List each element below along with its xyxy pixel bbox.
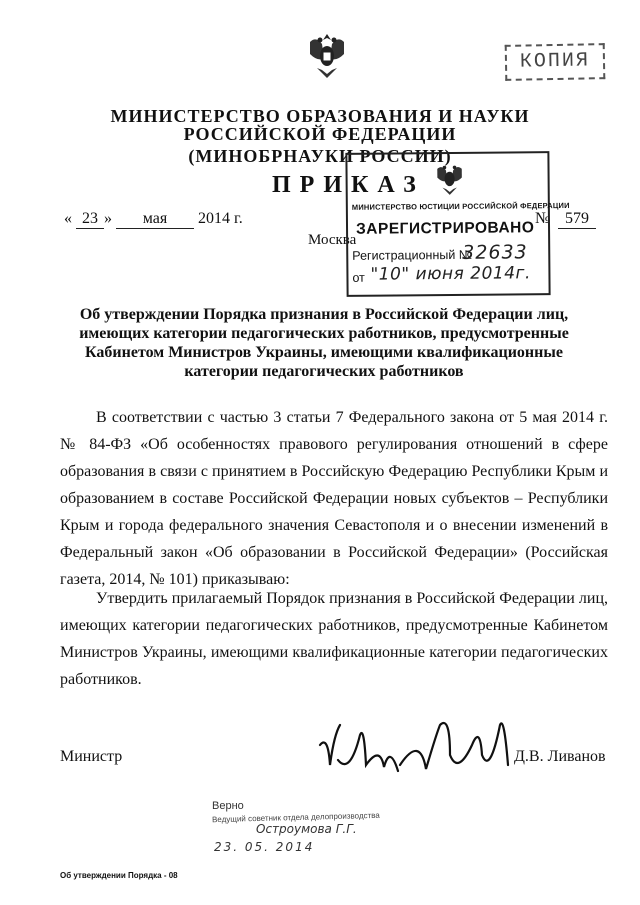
date-close-quote: »	[104, 210, 112, 227]
order-year: 2014 г.	[198, 210, 243, 227]
ministry-name-line2: РОССИЙСКОЙ ФЕДЕРАЦИИ	[183, 124, 457, 144]
justice-emblem-icon	[431, 158, 467, 200]
order-subject: Об утверждении Порядка признания в Российской Федерации лиц, имеющих категории педагогических работников, предусмотренные Кабинетом Министров Украины, имеющими квалификационные категории педагогических работников	[79, 306, 569, 380]
certification-signature: Остроумова Г.Г.	[256, 822, 357, 836]
certification-position: Ведущий советник отдела делопроизводства	[211, 810, 380, 825]
order-number: 579	[558, 210, 596, 229]
registration-status: ЗАРЕГИСТРИРОВАНО	[355, 219, 535, 238]
certification-date: 23. 05. 2014	[214, 840, 315, 854]
registration-number: 32633	[462, 241, 528, 264]
registration-department: МИНИСТЕРСТВО ЮСТИЦИИ РОССИЙСКОЙ ФЕДЕРАЦИИ	[351, 200, 570, 212]
body-paragraph-2: Утвердить прилагаемый Порядок признания в Российской Федерации лиц, имеющих категории педагогических работников, предусмотренные Кабинетом Министров Украины, имеющими квалификационные категории педагогических работников.	[60, 590, 608, 688]
copy-stamp: КОПИЯ	[505, 43, 606, 81]
state-emblem-icon	[302, 28, 352, 84]
signatory-title: Министр	[60, 748, 123, 765]
signatory-name: Д.В. Ливанов	[514, 748, 606, 765]
ministry-name-line1: МИНИСТЕРСТВО ОБРАЗОВАНИЯ И НАУКИ	[110, 106, 530, 126]
order-date	[64, 210, 243, 229]
certification-verno: Верно	[212, 800, 244, 812]
registration-stamp	[345, 151, 570, 297]
body-paragraph-1: В соответствии с частью 3 статьи 7 Федерального закона от 5 мая 2014 г. № 84-ФЗ «Об особенностях правового регулирования отношений в сфере образования в связи с принятием в Российскую Федерацию Республики Крым и образованием в составе Российской Федерации новых субъектов – Республики Крым и города федерального значения Севастополя и о внесении изменений в Федеральный закон «Об образовании в Российской Федерации» (Российская газета, 2014, № 101) приказываю:	[60, 409, 608, 588]
order-city: Москва	[308, 232, 357, 248]
registration-number-label: Регистрационный №	[352, 247, 473, 263]
ministry-abbreviation: (МИНОБРНАУКИ РОССИИ)	[188, 146, 452, 166]
order-month: мая	[116, 210, 194, 229]
date-open-quote: «	[64, 210, 72, 227]
minister-signature	[300, 705, 530, 795]
registration-date-label: от	[352, 270, 365, 285]
order-title: ПРИКАЗ	[272, 172, 425, 198]
order-number-sign: №	[535, 210, 551, 227]
order-day: 23	[76, 210, 104, 229]
document-footer: Об утверждении Порядка - 08	[60, 871, 178, 880]
registration-date: "10" июня 2014г.	[370, 263, 531, 285]
